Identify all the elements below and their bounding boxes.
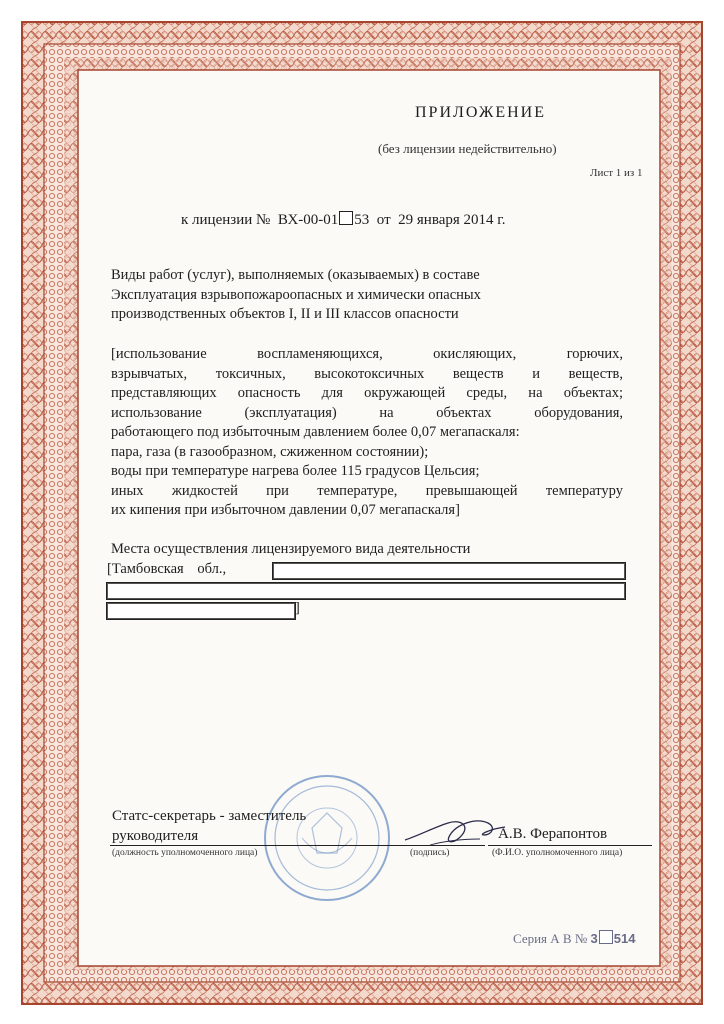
works-intro <box>111 266 623 325</box>
works-detail-line: [использование воспламеняющихся, окисляющих, горючих, <box>111 346 623 362</box>
works-intro-line: производственных объектов I, II и III классов опасности <box>111 306 459 322</box>
works-detail-line: работающего под избыточным давлением более 0,07 мегапаскаля: <box>111 424 520 440</box>
page-title: ПРИЛОЖЕНИЕ <box>415 104 547 121</box>
license-date: 29 января 2014 г. <box>398 212 506 228</box>
works-detail-line: пара, газа (в газообразном, сжиженном состоянии); <box>111 443 429 460</box>
series-num-start: 3 <box>590 931 598 946</box>
page-subtitle: (без лицензии недействительно) <box>378 141 557 156</box>
signatory-position <box>112 806 372 846</box>
series-label: Серия А В № <box>513 931 588 946</box>
places-closing-bracket: ] <box>295 600 300 616</box>
license-prefix: к лицензии № <box>181 212 271 228</box>
series-num-end: 514 <box>613 931 636 946</box>
license-number-end: 53 <box>354 212 370 228</box>
signatory-position-line: руководителя <box>112 828 199 844</box>
works-detail-line: их кипения при избыточном давлении 0,07 мегапаскаля] <box>111 502 460 518</box>
redacted-address-box <box>106 582 626 600</box>
series-number <box>513 930 635 947</box>
name-underline <box>488 845 652 846</box>
redacted-address-box <box>272 562 626 580</box>
redacted-digit-box <box>339 211 353 225</box>
works-detail-line: использование (эксплуатация) на объектах оборудования, <box>111 404 623 421</box>
signatory-position-line: Статс-секретарь - заместитель <box>112 808 307 824</box>
caption-name: (Ф.И.О. уполномоченного лица) <box>492 848 623 858</box>
works-detail-line: воды при температуре нагрева более 115 градусов Цельсия; <box>111 463 480 479</box>
redacted-digit-box <box>599 930 613 944</box>
caption-position: (должность уполномоченного лица) <box>112 848 258 858</box>
license-from: от <box>376 212 391 228</box>
places-heading: Места осуществления лицензируемого вида деятельности <box>111 541 471 557</box>
works-detail-line: представляющих опасность для окружающей среды, на объектах; <box>111 385 623 401</box>
works-detail-line: взрывчатых, токсичных, высокотоксичных веществ и веществ, <box>111 365 623 382</box>
works-details <box>111 345 623 521</box>
license-number-start: ВХ-00-01 <box>277 212 339 228</box>
redacted-address-box <box>106 602 296 620</box>
caption-signature: (подпись) <box>410 848 450 858</box>
position-underline <box>110 845 410 846</box>
works-intro-line: Виды работ (услуг), выполняемых (оказываемых) в составе <box>111 267 480 283</box>
license-number-line <box>181 211 505 229</box>
works-detail-line: иных жидкостей при температуре, превышающей температуру <box>111 482 623 499</box>
sheet-number: Лист 1 из 1 <box>590 167 643 179</box>
signatory-name: А.В. Ферапонтов <box>498 826 608 842</box>
places-region: [Тамбовская обл., <box>107 561 227 577</box>
works-intro-line: Эксплуатация взрывопожароопасных и химически опасных <box>111 286 481 303</box>
